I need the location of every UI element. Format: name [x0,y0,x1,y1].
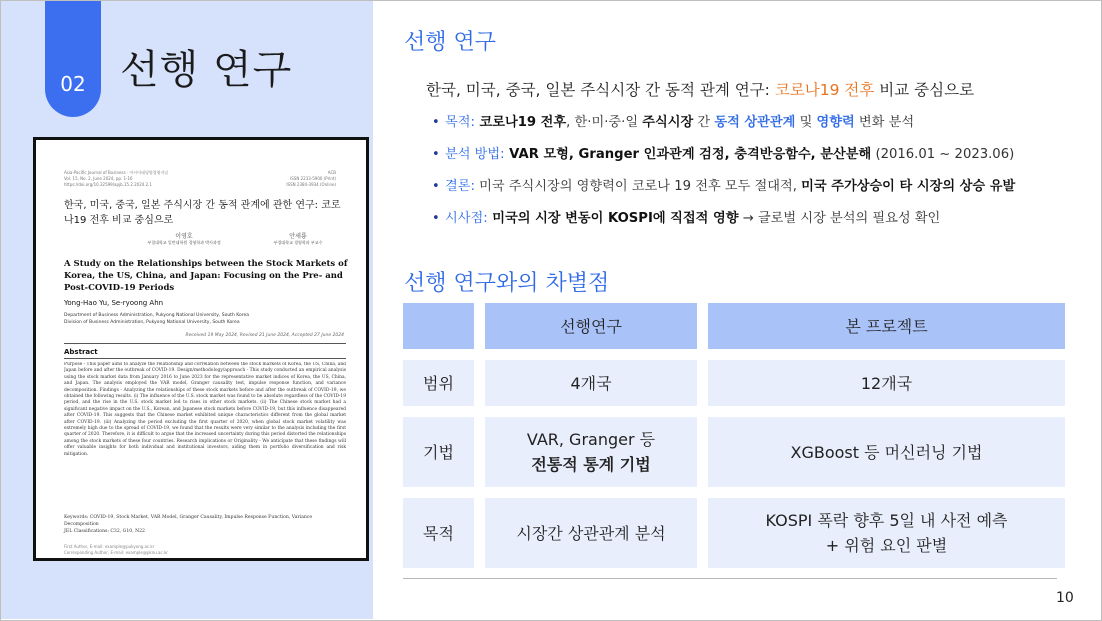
bullet-text-segment: 간 [693,115,715,130]
bullet-implication: • 시사점: 미국의 시장 변동이 KOSPI에 직접적 영향 → 글로벌 시장 분석의 필요성 확인 [432,209,1015,241]
cell-method-project: XGBoost 등 머신러닝 기법 [708,417,1065,487]
bullet-text-segment: 영향력 [816,115,855,130]
cell-purpose-prior: 시장간 상관관계 분석 [485,498,697,568]
page-number: 10 [1056,590,1074,606]
row-label-purpose: 목적 [403,498,474,568]
cell-purpose-project: KOSPI 폭락 향후 5일 내 사전 예측 + 위험 요인 판별 [708,498,1065,568]
row-label-scope: 범위 [403,360,474,406]
paper-thumbnail [33,137,369,561]
bullet-method: • 분석 방법: VAR 모형, Granger 인과관계 검정, 충격반응함수, 분산분해 (2016.01 ~ 2023.06) [432,145,1015,177]
row-label-method: 기법 [403,417,474,487]
footer-divider [403,578,1057,579]
summary-highlight: 코로나19 전후 [774,81,875,99]
overview-heading: 선행 연구 [404,30,497,55]
paper-received-dates: Received 19 May 2024, Revised 21 June 2024, Accepted 27 June 2024 [185,333,344,338]
paper-rule [64,343,346,344]
overview-summary: 한국, 미국, 중국, 일본 주식시장 간 동적 관계 연구: 코로나19 전후 비교 중심으로 [426,81,975,99]
paper-title-english: A Study on the Relationships between the Stock Markets of Korea, the US, China, and Japan: Focusing on the Pre- and Post-COVID-19 Periods [64,259,348,293]
bullet-text-segment: 미국의 시장 변동이 KOSPI에 직접적 영향 [487,211,739,226]
cell-method-prior: VAR, Granger 등 전통적 통계 기법 [485,417,697,487]
paper-abstract-text: Purpose - This paper aims to analyze the relationship and correlation between the stock markets of Korea, the US, China, and Japan before and after the outbreak of COVID-19. Design/methodology/approach - This study conducted an empirical analysis using the stock market data from January 2016 to June 2023 for the representative market indices of Korea, the US, China, and Japan. The analysis employed the VAR model, Granger causality test, impulse response function, and variance decomposition. Findings - Analyzing the relationships of these stock markets before and after the outbreak of COVID-19, we obtained the following results. (i) The influence of the U.S. stock market was found to be absolute regardless of the COVID-19 period, and the rise in the U.S. stock market led to rises in other stock markets. (ii) The Chinese stock market had a significant negative impact on the U.S., Korean, and Japanese stock markets before COVID-19, but this influence disappeared after COVID-19. This suggests that the Chinese market exhibited unique characteristics different from the global market after COVID-19. (iii) Analyzing the period excluding the first quarter of 2020, when global stock market volatility was extremely high due to the spread of COVID-19, we found that the results were very similar to the analysis including the first quarter of 2020. Therefore, it is difficult to argue that the increased uncertainty during this period distorted the relationships among the stock markets of these four countries. Research implications or Originality - We anticipate that these findings will offer valuable insights for both individual and institutional investors, aiding them in portfolio diversification and risk mitigation. [64,362,346,457]
paper-rule [64,358,346,359]
table-header-prior: 선행연구 [485,303,697,349]
bullet-text-segment: (2016.01 ~ 2023.06) [871,147,1015,162]
paper-author-2: 안세룡 부경대학교 경영학과 부교수 [273,233,323,245]
bullet-conclusion: • 결론: 미국 주식시장의 영향력이 코로나 19 전후 모두 절대적, 미국 주가상승이 타 시장의 상승 유발 [432,177,1015,209]
section-tab [45,1,101,117]
bullet-text-segment: 및 [795,115,817,130]
paper-affiliations: Department of Business Administration, Pukyong National University, South Korea Division of Business Administration, Pukyong National University, South Korea [64,313,249,325]
paper-keywords: Keywords: COVID-19, Stock Market, VAR Model, Granger Causality, Impulse Response Function, Variance Decomposition JEL Classifications: C32, G10, N22 [64,515,313,534]
bullet-purpose: • 목적: 코로나19 전후, 한·미·중·일 주식시장 간 동적 상관관계 및 영향력 변화 분석 [432,113,1015,145]
paper-footnotes: First Author, E-mail: example@pukyong.ac.kr Corresponding Author, E-mail: example@pknu.ac.kr [64,544,168,555]
paper-abstract-heading: Abstract [64,348,98,356]
bullet-text-segment: 변화 분석 [854,115,915,130]
table-header-blank [403,303,474,349]
overview-bullets [432,113,1015,241]
section-number: 02 [60,72,86,96]
table-header-project: 본 프로젝트 [708,303,1065,349]
paper-issn: ACB ISSN 2233-5900 (Print) ISSN 2384-3934 (Online) [286,170,336,187]
bullet-text-segment: 동적 상관관계 [714,115,796,130]
paper-title-korean: 한국, 미국, 중국, 일본 주식시장 간 동적 관계에 관한 연구: 코로나19 전후 비교 중심으로 [64,200,341,226]
bullet-text-segment: → 글로벌 시장 분석의 필요성 확인 [738,211,941,226]
paper-authors-english: Yong-Hao Yu, Se-ryoong Ahn [64,299,164,307]
bullet-text-segment: 코로나19 전후 [474,115,567,130]
bullet-text-segment: , 한·미·중·일 [566,115,643,130]
bullet-text-segment: VAR 모형, Granger 인과관계 검정, 충격반응함수, 분산분해 [504,147,872,162]
cell-scope-prior: 4개국 [485,360,697,406]
paper-journal-info: Asia-Pacific Journal of Business · 아시아태평양경영저널 Vol. 15, No. 2, June 2024, pp. 1-16 https://doi.org/10.32599/apjb.15.2.2024.2.1 [64,170,169,187]
bullet-text-segment: 주식시장 [642,115,694,130]
section-title: 선행 연구 [120,47,293,93]
bullet-text-segment: 미국 주식시장의 영향력이 코로나 19 전후 모두 절대적, [474,179,802,194]
cell-scope-project: 12개국 [708,360,1065,406]
paper-author-1: 이영호 부경대학교 일반대학원 경영학과 박사과정 [147,233,221,245]
bullet-text-segment: 미국 주가상승이 타 시장의 상승 유발 [801,179,1016,194]
comparison-heading: 선행 연구와의 차별점 [404,271,610,296]
